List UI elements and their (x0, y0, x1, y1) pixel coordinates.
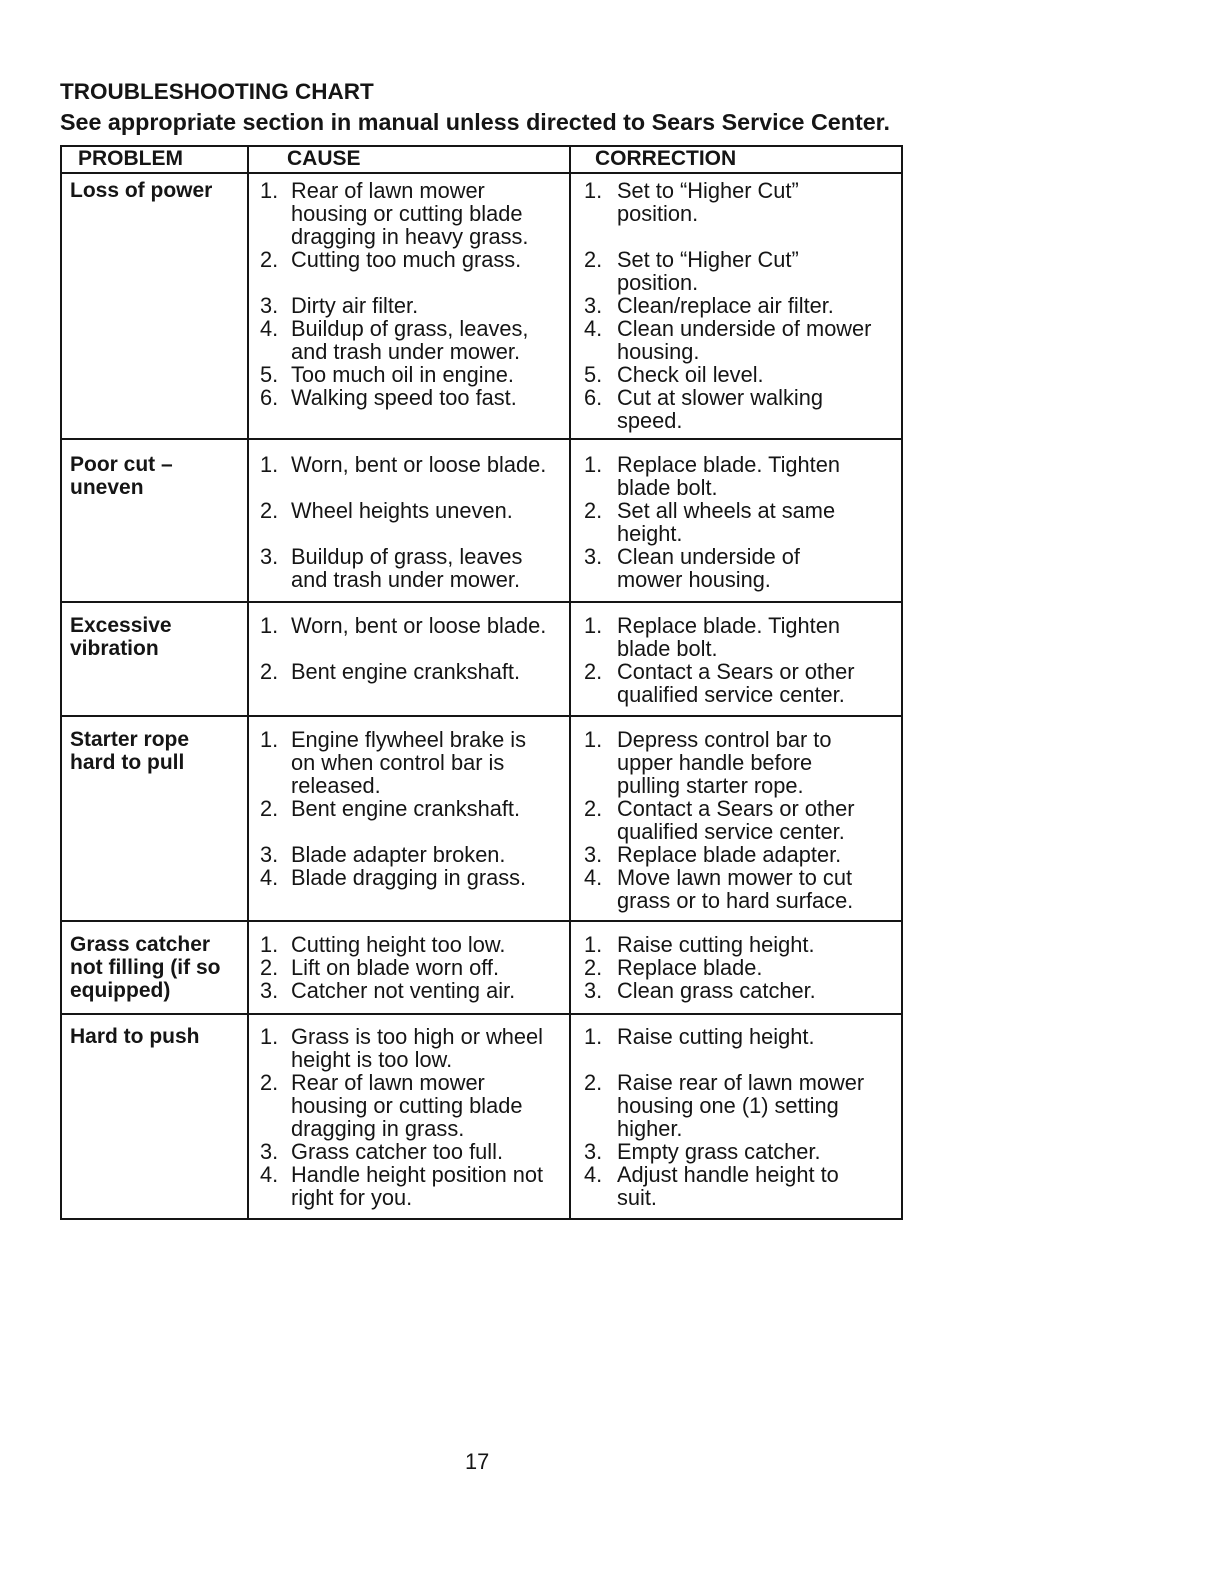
correction-number: 5. (584, 362, 603, 387)
correction-number: 2. (584, 796, 603, 821)
item-pair (249, 979, 901, 1002)
correction-number: 1. (584, 727, 603, 752)
cause-text: Catcher not venting air. (291, 978, 516, 1003)
correction-item (571, 797, 901, 843)
table-row (62, 922, 901, 1015)
problem-cell: Starter rope hard to pull (70, 728, 190, 774)
item-pair (249, 545, 901, 591)
item-pair (249, 294, 901, 317)
cause-item (249, 1025, 571, 1071)
cause-number: 1. (260, 727, 279, 752)
correction-text: Replace blade adapter. (617, 842, 842, 867)
cause-item (249, 843, 571, 866)
cause-number: 3. (260, 978, 279, 1003)
correction-text: Replace blade. (617, 955, 763, 980)
cause-item (249, 317, 571, 363)
cause-item (249, 294, 571, 317)
correction-number: 2. (584, 659, 603, 684)
correction-item (571, 453, 901, 499)
correction-item (571, 614, 901, 660)
item-pair (249, 866, 901, 912)
cause-number: 3. (260, 842, 279, 867)
item-pair (249, 248, 901, 294)
item-pair (249, 499, 901, 545)
table-header-row (62, 147, 901, 174)
correction-number: 3. (584, 842, 603, 867)
cause-text: Too much oil in engine. (291, 362, 514, 387)
cause-text: Walking speed too fast. (291, 385, 517, 410)
cause-number: 4. (260, 316, 279, 341)
correction-text: Raise rear of lawn mower housing one (1) setting higher. (617, 1070, 865, 1141)
cause-item (249, 1071, 571, 1140)
correction-number: 2. (584, 1070, 603, 1095)
item-pair (249, 317, 901, 363)
correction-number: 1. (584, 613, 603, 638)
correction-item (571, 1163, 901, 1209)
correction-number: 3. (584, 978, 603, 1003)
correction-item (571, 294, 901, 317)
troubleshooting-table (60, 145, 903, 1220)
correction-text: Clean underside of mower housing. (617, 316, 872, 364)
problem-cell: Loss of power (70, 179, 213, 202)
cause-number: 2. (260, 955, 279, 980)
correction-text: Set all wheels at same height. (617, 498, 836, 546)
cause-text: Rear of lawn mower housing or cutting blade dragging in grass. (291, 1070, 523, 1141)
header-problem: PROBLEM (78, 147, 183, 170)
correction-text: Raise cutting height. (617, 1024, 815, 1049)
cause-number: 3. (260, 544, 279, 569)
cause-text: Lift on blade worn off. (291, 955, 500, 980)
item-list (249, 614, 901, 715)
correction-item (571, 1025, 901, 1071)
cause-item (249, 956, 571, 979)
page-title: TROUBLESHOOTING CHART (60, 79, 374, 104)
cause-item (249, 614, 571, 660)
item-pair (249, 614, 901, 660)
item-pair (249, 843, 901, 866)
cause-item (249, 1163, 571, 1209)
correction-item (571, 956, 901, 979)
correction-text: Raise cutting height. (617, 932, 815, 957)
problem-cell: Excessive vibration (70, 614, 172, 660)
cause-text: Cutting too much grass. (291, 247, 522, 272)
correction-text: Contact a Sears or other qualified service center. (617, 796, 855, 844)
correction-text: Check oil level. (617, 362, 764, 387)
correction-number: 4. (584, 865, 603, 890)
correction-text: Clean/replace air filter. (617, 293, 834, 318)
item-pair (249, 933, 901, 956)
correction-item (571, 979, 901, 1002)
table-row (62, 1015, 901, 1218)
correction-text: Adjust handle height to suit. (617, 1162, 839, 1210)
correction-text: Clean grass catcher. (617, 978, 816, 1003)
table-row (62, 440, 901, 603)
cause-number: 6. (260, 385, 279, 410)
page-number: 17 (465, 1449, 490, 1474)
item-pair (249, 363, 901, 386)
correction-text: Cut at slower walking speed. (617, 385, 823, 433)
correction-number: 2. (584, 955, 603, 980)
correction-number: 3. (584, 293, 603, 318)
cause-text: Wheel heights uneven. (291, 498, 513, 523)
correction-item (571, 317, 901, 363)
cause-number: 4. (260, 1162, 279, 1187)
page-subtitle: See appropriate section in manual unless directed to Sears Service Center. (60, 109, 890, 135)
problem-cell: Grass catcher not filling (if so equipped) (70, 933, 221, 1002)
cause-text: Worn, bent or loose blade. (291, 452, 547, 477)
correction-number: 4. (584, 1162, 603, 1187)
cause-text: Bent engine crankshaft. (291, 796, 521, 821)
cause-number: 2. (260, 796, 279, 821)
correction-item (571, 843, 901, 866)
problem-cell: Poor cut – uneven (70, 453, 173, 499)
correction-item (571, 386, 901, 432)
cause-number: 2. (260, 659, 279, 684)
correction-number: 2. (584, 498, 603, 523)
cause-number: 1. (260, 613, 279, 638)
cause-item (249, 728, 571, 797)
cause-text: Grass catcher too full. (291, 1139, 503, 1164)
cause-number: 1. (260, 1024, 279, 1049)
cause-item (249, 499, 571, 545)
item-list (249, 728, 901, 920)
correction-number: 1. (584, 1024, 603, 1049)
cause-item (249, 453, 571, 499)
item-pair (249, 1071, 901, 1140)
correction-text: Contact a Sears or other qualified service center. (617, 659, 855, 707)
item-pair (249, 797, 901, 843)
correction-item (571, 363, 901, 386)
correction-number: 3. (584, 1139, 603, 1164)
correction-item (571, 545, 901, 591)
cause-number: 2. (260, 498, 279, 523)
correction-item (571, 499, 901, 545)
item-list (249, 933, 901, 1013)
correction-number: 6. (584, 385, 603, 410)
item-pair (249, 1140, 901, 1163)
cause-number: 4. (260, 865, 279, 890)
item-list (249, 453, 901, 601)
cause-item (249, 797, 571, 843)
cause-number: 1. (260, 452, 279, 477)
cause-text: Engine flywheel brake is on when control bar is released. (291, 727, 527, 798)
table-row (62, 174, 901, 440)
cause-text: Cutting height too low. (291, 932, 506, 957)
correction-text: Empty grass catcher. (617, 1139, 821, 1164)
correction-text: Set to “Higher Cut” position. (617, 247, 799, 295)
column-divider (569, 147, 571, 1218)
table-row (62, 603, 901, 717)
cause-item (249, 363, 571, 386)
correction-text: Replace blade. Tighten blade bolt. (617, 613, 840, 661)
item-pair (249, 660, 901, 706)
correction-item (571, 179, 901, 248)
column-divider (247, 147, 249, 1218)
cause-text: Blade dragging in grass. (291, 865, 527, 890)
correction-item (571, 1140, 901, 1163)
correction-item (571, 248, 901, 294)
cause-item (249, 248, 571, 294)
cause-number: 3. (260, 1139, 279, 1164)
item-pair (249, 386, 901, 432)
item-pair (249, 453, 901, 499)
cause-number: 3. (260, 293, 279, 318)
cause-item (249, 179, 571, 248)
cause-item (249, 386, 571, 432)
cause-text: Rear of lawn mower housing or cutting blade dragging in heavy grass. (291, 178, 529, 249)
cause-number: 1. (260, 178, 279, 203)
cause-text: Worn, bent or loose blade. (291, 613, 547, 638)
header-correction: CORRECTION (595, 147, 737, 170)
item-list (249, 179, 901, 438)
correction-item (571, 1071, 901, 1140)
correction-number: 1. (584, 452, 603, 477)
header-cause: CAUSE (287, 147, 361, 170)
correction-number: 2. (584, 247, 603, 272)
item-pair (249, 179, 901, 248)
cause-text: Dirty air filter. (291, 293, 419, 318)
cause-item (249, 933, 571, 956)
cause-text: Buildup of grass, leaves and trash under mower. (291, 544, 523, 592)
correction-text: Clean underside of mower housing. (617, 544, 800, 592)
cause-number: 1. (260, 932, 279, 957)
cause-item (249, 979, 571, 1002)
cause-text: Buildup of grass, leaves, and trash under mower. (291, 316, 529, 364)
correction-item (571, 866, 901, 912)
cause-item (249, 660, 571, 706)
correction-item (571, 660, 901, 706)
correction-number: 1. (584, 932, 603, 957)
cause-number: 5. (260, 362, 279, 387)
item-pair (249, 956, 901, 979)
correction-text: Move lawn mower to cut grass or to hard surface. (617, 865, 854, 913)
cause-text: Blade adapter broken. (291, 842, 506, 867)
cause-item (249, 545, 571, 591)
problem-cell: Hard to push (70, 1025, 200, 1048)
item-pair (249, 728, 901, 797)
cause-text: Bent engine crankshaft. (291, 659, 521, 684)
item-pair (249, 1025, 901, 1071)
correction-number: 1. (584, 178, 603, 203)
cause-text: Grass is too high or wheel height is too low. (291, 1024, 543, 1072)
item-pair (249, 1163, 901, 1209)
cause-text: Handle height position not right for you. (291, 1162, 544, 1210)
cause-item (249, 866, 571, 912)
table-row (62, 717, 901, 922)
correction-text: Replace blade. Tighten blade bolt. (617, 452, 840, 500)
correction-number: 3. (584, 544, 603, 569)
cause-number: 2. (260, 247, 279, 272)
item-list (249, 1025, 901, 1218)
correction-text: Set to “Higher Cut” position. (617, 178, 799, 226)
cause-number: 2. (260, 1070, 279, 1095)
correction-number: 4. (584, 316, 603, 341)
cause-item (249, 1140, 571, 1163)
correction-text: Depress control bar to upper handle before pulling starter rope. (617, 727, 832, 798)
correction-item (571, 933, 901, 956)
correction-item (571, 728, 901, 797)
